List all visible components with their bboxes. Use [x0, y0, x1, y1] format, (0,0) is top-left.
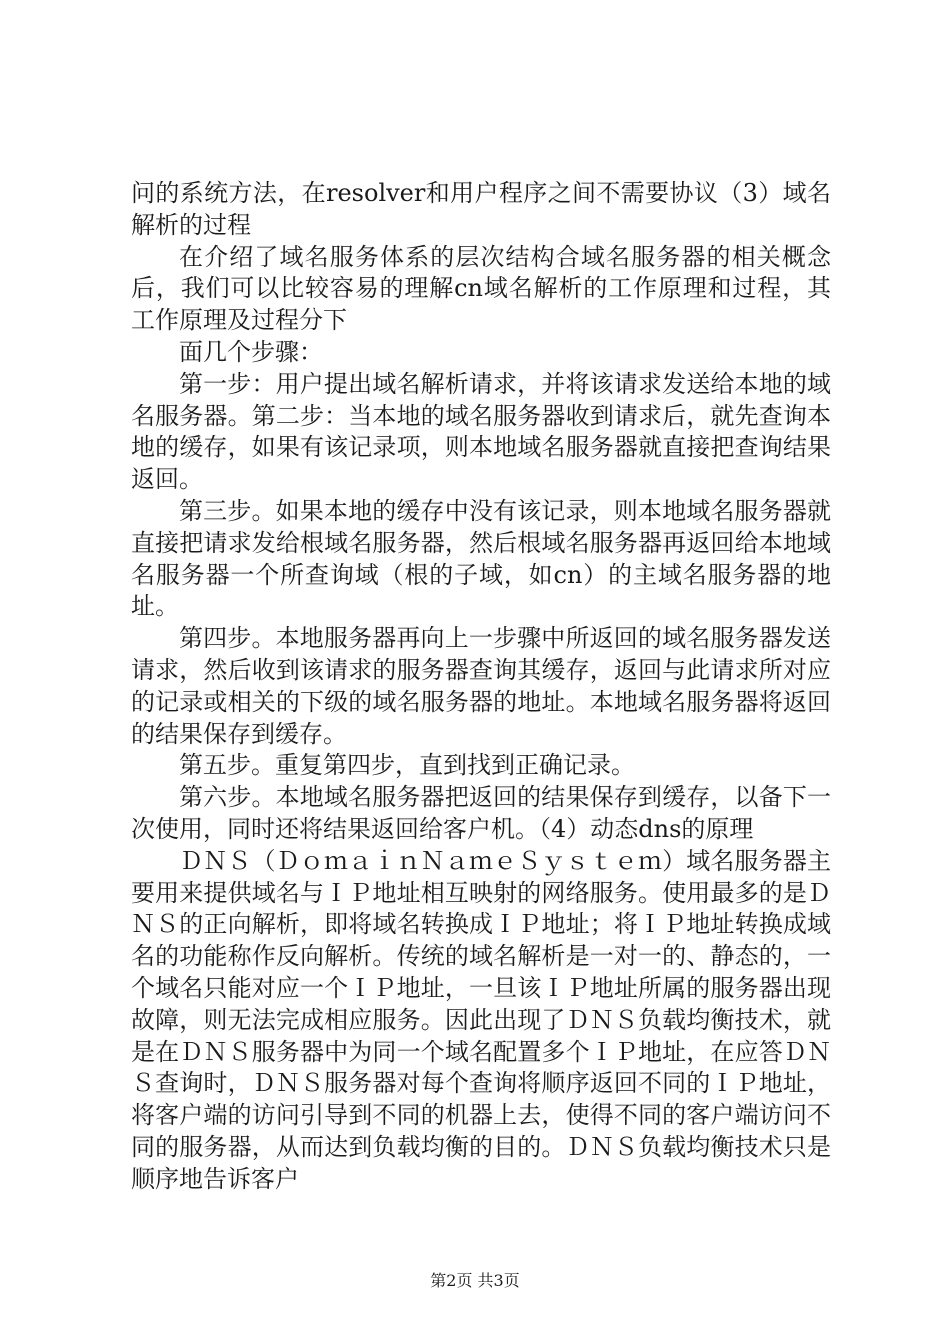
paragraph-2: 在介绍了域名服务体系的层次结构合域名服务器的相关概念后，我们可以比较容易的理解cn域名解析的工作原理和过程，其工作原理及过程分下 [131, 242, 831, 335]
paragraph-1: 问的系统方法，在resolver和用户程序之间不需要协议（3）域名解析的过程 [131, 179, 831, 239]
paragraph-5: 第三步。如果本地的缓存中没有该记录，则本地域名服务器就直接把请求发给根域名服务器，然后根域名服务器再返回给本地域名服务器一个所查询域（根的子域，如cn）的主域名服务器的地址。 [131, 496, 831, 621]
document-body [131, 178, 831, 1196]
paragraph-9: ＤＮＳ（ＤｏｍａｉｎＮａｍｅＳｙｓｔｅｍ）域名服务器主要用来提供域名与ＩＰ地址相互映射的网络服务。使用最多的是ＤＮＳ的正向解析，即将域名转换成ＩＰ地址；将ＩＰ地址转换成域名的功能称作反向解析。传统的域名解析是一对一的、静态的，一个域名只能对应一个ＩＰ地址，一旦该ＩＰ地址所属的服务器出现故障，则无法完成相应服务。因此出现了ＤＮＳ负载均衡技术，就是在ＤＮＳ服务器中为同一个域名配置多个ＩＰ地址，在应答ＤＮＳ查询时，ＤＮＳ服务器对每个查询将顺序返回不同的ＩＰ地址，将客户端的访问引导到不同的机器上去，使得不同的客户端访问不同的服务器，从而达到负载均衡的目的。ＤＮＳ负载均衡技术只是顺序地告诉客户 [131, 846, 831, 1193]
paragraph-3: 面几个步骤： [179, 337, 323, 366]
page-footer: 第2页 共3页 [430, 1271, 520, 1290]
paragraph-4: 第一步：用户提出域名解析请求，并将该请求发送给本地的域名服务器。第二步：当本地的域名服务器收到请求后，就先查询本地的缓存，如果有该记录项，则本地域名服务器就直接把查询结果返回。 [131, 369, 831, 494]
paragraph-7: 第五步。重复第四步，直到找到正确记录。 [179, 751, 635, 780]
paragraph-6: 第四步。本地服务器再向上一步骤中所返回的域名服务器发送请求，然后收到该请求的服务器查询其缓存，返回与此请求所对应的记录或相关的下级的域名服务器的地址。本地域名服务器将返回的结果保存到缓存。 [131, 624, 831, 748]
paragraph-8: 第六步。本地域名服务器把返回的结果保存到缓存，以备下一次使用，同时还将结果返回给客户机。（4）动态dns的原理 [131, 783, 831, 843]
